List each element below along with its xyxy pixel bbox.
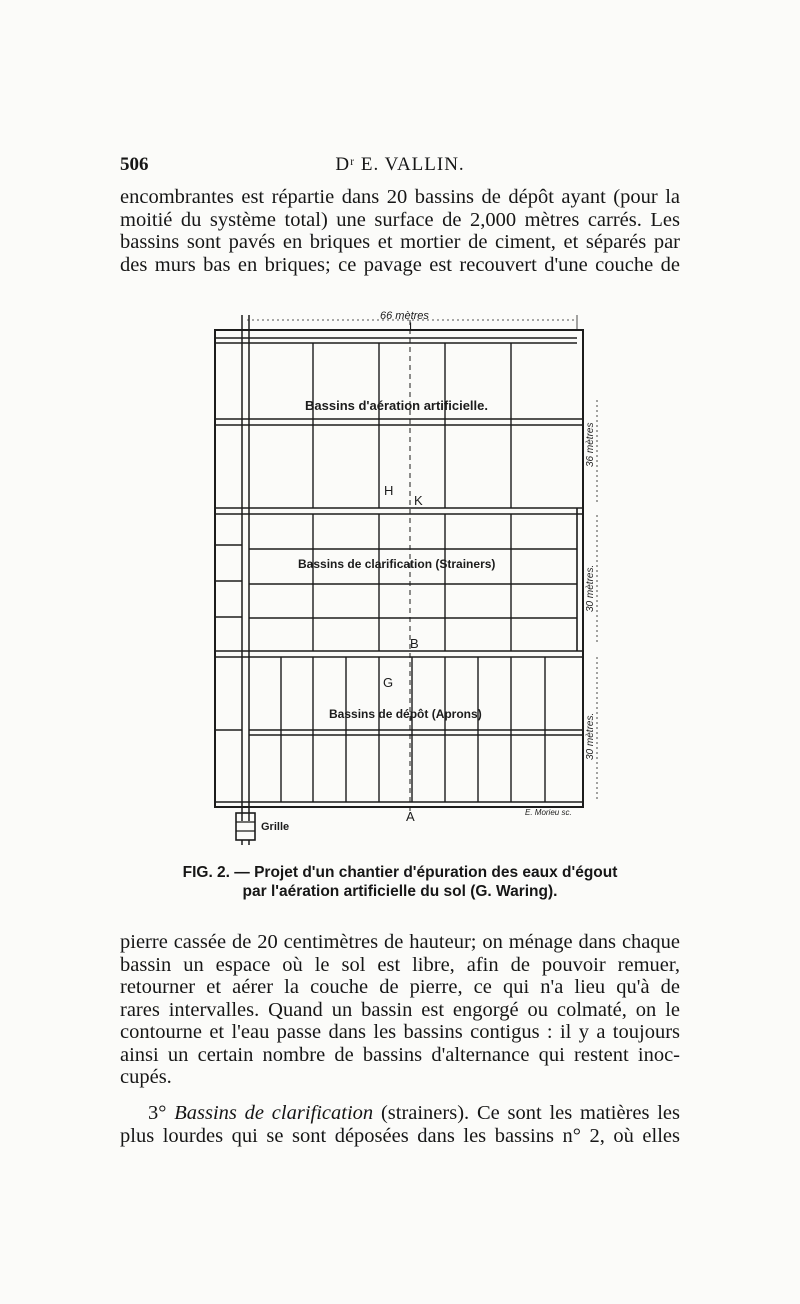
label-engraver: E. Morieu sc.: [525, 808, 572, 817]
section-text: (strainers). Ce sont les matières les: [373, 1102, 680, 1124]
running-head-author: Dʳ E. VALLIN.: [335, 154, 465, 175]
text-line: rares intervalles. Quand un bassin est engorgé ou colmaté, on le: [120, 998, 680, 1021]
text-line: cupés.: [120, 1066, 172, 1088]
paragraph-2: [120, 931, 680, 1089]
figure-2-plan: [205, 305, 615, 845]
figure-caption-line1: FIG. 2. — Projet d'un chantier d'épuration des eaux d'égout: [182, 864, 618, 881]
label-G: G: [383, 675, 394, 690]
paragraph-1: [120, 186, 680, 276]
text-line: [120, 1102, 680, 1125]
text-line: plus lourdes qui se sont déposées dans les bassins n° 2, où elles: [120, 1124, 680, 1147]
text-line: pierre cassée de 20 centimètres de hauteur; on ménage dans chaque: [120, 931, 680, 953]
text-line: encombrantes est répartie dans 20 bassins de dépôt ayant (pour la: [120, 186, 680, 208]
page-number: 506: [120, 154, 149, 175]
dimension-66m: 66 mètres: [380, 310, 429, 322]
label-A: A: [406, 809, 415, 824]
label-aeration: Bassins d'aération artificielle.: [305, 398, 488, 413]
running-header: [120, 154, 680, 184]
section-number: 3°: [148, 1102, 175, 1124]
label-clarification: Bassins de clarification (Strainers): [298, 557, 496, 571]
label-B: B: [410, 636, 419, 651]
text-line: bassins sont pavés en briques et mortier de ciment, et séparés par: [120, 231, 680, 253]
dimension-30m-clarification: 30 mètres.: [585, 564, 596, 612]
plan-diagram: [205, 305, 615, 845]
paragraph-3: [120, 1102, 680, 1147]
text-line: ainsi un certain nombre de bassins d'alternance qui restent inoc-: [120, 1043, 680, 1066]
text-line: bassin un espace où le sol est libre, afin de pouvoir remuer,: [120, 953, 680, 976]
section-title: Bassins de clarification: [174, 1102, 374, 1124]
label-grille: Grille: [261, 821, 290, 833]
dimension-36m: 36 mètres: [585, 422, 596, 467]
label-H: H: [384, 483, 394, 498]
label-depot: Bassins de dépôt (Aprons): [329, 707, 482, 721]
text-line: retourner et aérer la couche de pierre, ce qui n'a lieu qu'à de: [120, 976, 680, 998]
figure-caption-line2: par l'aération artificielle du sol (G. Waring).: [242, 883, 558, 900]
text-line: moitié du système total) une surface de 2,000 mètres carrés. Les: [120, 208, 680, 231]
label-K: K: [414, 493, 423, 508]
text-line: contourne et l'eau passe dans les bassins contigus : il y a toujours: [120, 1021, 680, 1043]
label-L: L: [409, 320, 416, 334]
text-line: des murs bas en briques; ce pavage est recouvert d'une couche de: [120, 253, 680, 276]
dimension-30m-depot: 30 mètres.: [585, 712, 596, 760]
